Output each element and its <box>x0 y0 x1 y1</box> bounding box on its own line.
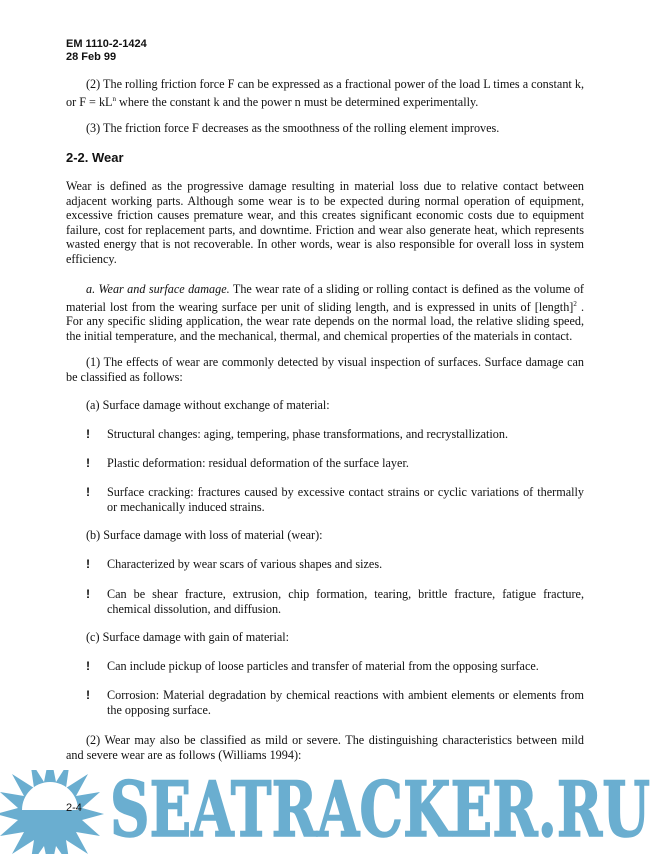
watermark-logo <box>0 770 659 854</box>
bullet-item: ! Plastic deformation: residual deformation of the surface layer. <box>86 456 409 470</box>
paragraph-3: (3) The friction force F decreases as the smoothness of the rolling element improves. <box>86 121 500 135</box>
bullet-item: ! Can include pickup of loose particles and transfer of material from the opposing surface. <box>86 659 539 673</box>
paragraph-2b: (2) Wear may also be classified as mild or severe. The distinguishing characteristics between mild and severe wear are as follows (Williams 1994): <box>66 733 584 762</box>
bullet-item: ! Characterized by wear scars of various shapes and sizes. <box>86 557 383 571</box>
doc-id: EM 1110-2-1424 <box>66 38 147 50</box>
item-a: (a) Surface damage without exchange of material: <box>86 398 330 412</box>
bullet-item: ! Corrosion: Material degradation by chemical reactions with ambient elements or elements from the opposing surface. <box>86 688 584 717</box>
paragraph-2: (2) The rolling friction force F can be expressed as a fractional power of the load L times a constant k, or $F = kL^n$ where the constant k and the power n must be determined experimentally. <box>66 77 584 109</box>
bullet-item: ! Surface cracking: fractures caused by excessive contact strains or cyclic variations of thermally or mechanically induced strains. <box>86 485 584 514</box>
sun-icon <box>0 770 104 854</box>
page-number: 2-4 <box>66 802 82 814</box>
bullet-item: ! Structural changes: aging, tempering, phase transformations, and recrystallization. <box>86 427 509 441</box>
doc-date: 28 Feb 99 <box>66 51 117 63</box>
section-heading: 2-2. Wear <box>66 150 124 165</box>
bullet-item: ! Can be shear fracture, extrusion, chip formation, tearing, brittle fracture, fatigue fracture, chemical dissolution, and diffusion. <box>86 587 584 616</box>
paragraph-1: (1) The effects of wear are commonly detected by visual inspection of surfaces. Surface damage can be classified as follows: <box>66 355 584 384</box>
wear-paragraph: Wear is defined as the progressive damage resulting in material loss due to relative contact between adjacent working parts. Although some wear is to be expected during normal operation of equipment, excessive friction causes premature wear, and this creates significant economic costs due to equipment failure, cost for replacement parts, and downtime. Friction and wear also generate heat, which represents wasted energy that is not recoverable. In other words, wear is also responsible for overall loss in system efficiency. <box>66 179 584 266</box>
watermark-text: SEATRACKER.RU <box>110 770 650 854</box>
item-b: (b) Surface damage with loss of material (wear): <box>86 528 323 542</box>
item-c: (c) Surface damage with gain of material: <box>86 630 290 644</box>
paragraph-a: a. Wear and surface damage. The wear rate of a sliding or rolling contact is defined as the volume of material lost from the wearing surface per unit of sliding length, and is expressed in units of [length]$^2$ . For any specific sliding application, the wear rate depends on the normal load, the relative sliding speed, the initial temperature, and the mechanical, thermal, and chemical properties of the materials in contact. <box>66 282 585 343</box>
